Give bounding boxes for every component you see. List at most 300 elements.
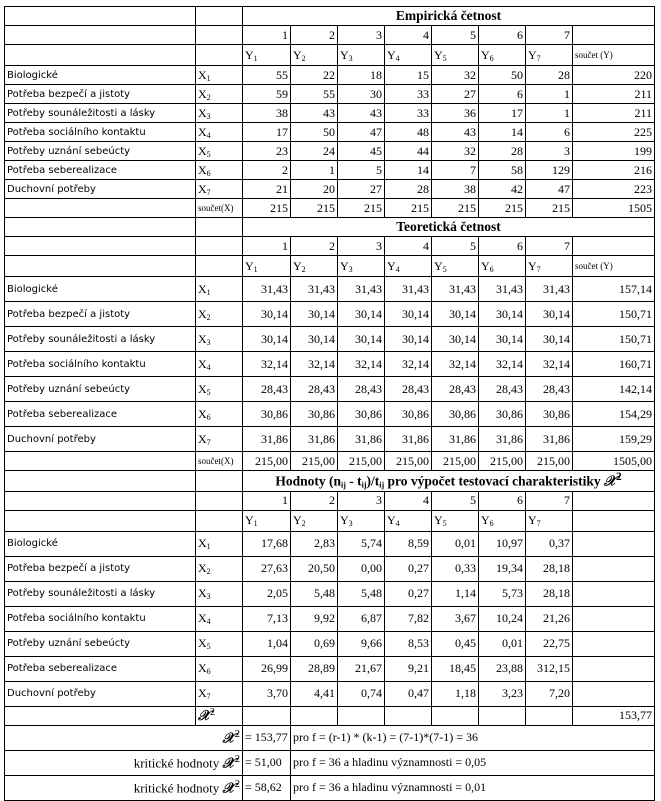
table-row xyxy=(5,352,655,377)
cell-value: 59 xyxy=(243,85,291,104)
cell-value: 30,14 xyxy=(479,302,526,327)
theoretical-title-row xyxy=(5,218,655,237)
x-label-letter: X xyxy=(198,281,207,296)
cell-value: 10,24 xyxy=(479,606,526,631)
cell-value: 31,43 xyxy=(526,277,573,302)
column-sum: 215,00 xyxy=(479,452,526,471)
theoretical-blank-b xyxy=(196,218,243,237)
x-label-letter: X xyxy=(198,586,207,600)
column-sum: 215 xyxy=(385,199,432,218)
x-label xyxy=(196,161,243,180)
y-label-index: 1 xyxy=(253,519,258,528)
column-number: 7 xyxy=(526,237,573,256)
cell-value: 31,86 xyxy=(385,427,432,452)
x-label xyxy=(196,277,243,302)
cell-value: 28,43 xyxy=(243,377,291,402)
empirical-blank-g xyxy=(196,45,243,66)
row-label: Duchovní potřeby xyxy=(5,681,196,706)
cell-value: 31,86 xyxy=(432,427,479,452)
y-label-letter: Y xyxy=(293,258,302,273)
cell-value: 23,88 xyxy=(479,656,526,681)
row-label: Potřeba sociálního kontaktu xyxy=(5,606,196,631)
chisq-blank-k xyxy=(479,706,526,725)
y-label xyxy=(385,510,432,531)
row-label: Potřeba seberealizace xyxy=(5,161,196,180)
column-number: 2 xyxy=(291,491,338,510)
cell-value: 48 xyxy=(385,123,432,142)
x-label-index: 6 xyxy=(206,412,211,422)
cell-value: 21,67 xyxy=(338,656,385,681)
cell-value: 42 xyxy=(479,180,526,199)
row-label: Biologické xyxy=(5,531,196,556)
cell-value: 30,86 xyxy=(432,402,479,427)
cell-value: 10,97 xyxy=(479,531,526,556)
empirical-title-row xyxy=(5,7,655,26)
row-label: Potřeby uznání sebeúcty xyxy=(5,377,196,402)
cell-value: 5,74 xyxy=(338,531,385,556)
cell-value: 27 xyxy=(432,85,479,104)
cell-value: 32,14 xyxy=(291,352,338,377)
table-row xyxy=(5,531,655,556)
row-sum: 154,29 xyxy=(573,402,655,427)
cell-value: 21,26 xyxy=(526,606,573,631)
x-label-letter: X xyxy=(198,611,207,625)
theoretical-blank-a xyxy=(5,218,196,237)
y-label-index: 7 xyxy=(536,53,541,63)
x-label-letter: X xyxy=(198,86,207,101)
row-label: Potřeba bezpečí a jistoty xyxy=(5,302,196,327)
cell-value: 28 xyxy=(526,66,573,85)
chi-symbol: 𝒳 xyxy=(222,756,235,772)
x-label-index: 4 xyxy=(206,362,211,372)
column-sum: 215,00 xyxy=(243,452,291,471)
x-label xyxy=(196,142,243,161)
cell-value: 5,73 xyxy=(479,581,526,606)
y-label-letter: Y xyxy=(434,47,443,62)
cell-value: 2,83 xyxy=(291,531,338,556)
cell-value: 32,14 xyxy=(385,352,432,377)
x-label-index: 2 xyxy=(206,312,211,322)
x-label-letter: X xyxy=(198,431,207,446)
cell-value: 58 xyxy=(479,161,526,180)
chisq-title-sub1: ij xyxy=(340,480,346,490)
cell-value: 30,86 xyxy=(243,402,291,427)
cell-value: 28,18 xyxy=(526,581,573,606)
cell-value: 18 xyxy=(338,66,385,85)
cell-value: 1,14 xyxy=(432,581,479,606)
cell-value: 38 xyxy=(432,180,479,199)
row-label: Potřeby sounáležitosti a lásky xyxy=(5,581,196,606)
y-label xyxy=(243,256,291,277)
cell-value: 5 xyxy=(338,161,385,180)
x-label xyxy=(196,66,243,85)
footer-row xyxy=(5,775,655,800)
cell-value: 30,14 xyxy=(385,327,432,352)
y-label-index: 4 xyxy=(395,264,400,274)
x-label xyxy=(196,123,243,142)
cell-value: 28,43 xyxy=(526,377,573,402)
cell-value: 0,01 xyxy=(432,531,479,556)
row-sum: 199 xyxy=(573,142,655,161)
cell-value: 8,53 xyxy=(385,631,432,656)
cell-value: 15 xyxy=(385,66,432,85)
cell-value: 33 xyxy=(385,85,432,104)
y-label-letter: Y xyxy=(340,47,349,62)
empirical-blank-i xyxy=(5,199,196,218)
column-sum: 215,00 xyxy=(432,452,479,471)
chi-sup: 2 xyxy=(234,777,240,790)
column-sum: 1505,00 xyxy=(573,452,655,471)
y-label-letter: Y xyxy=(528,513,537,527)
cell-value: 31,86 xyxy=(243,427,291,452)
row-label: Potřeba bezpečí a jistoty xyxy=(5,556,196,581)
chisq-blank-c xyxy=(5,491,196,510)
x-label-letter: X xyxy=(198,124,207,139)
table-row xyxy=(5,631,655,656)
cell-value: 18,45 xyxy=(432,656,479,681)
y-label-letter: Y xyxy=(340,258,349,273)
cell-value: 22,75 xyxy=(526,631,573,656)
footer-value: = 58,62 xyxy=(243,775,291,800)
theoretical-sum-row xyxy=(5,452,655,471)
x-label-letter: X xyxy=(198,356,207,371)
x-label-letter: X xyxy=(198,181,207,196)
cell-value: 28,43 xyxy=(479,377,526,402)
table-row xyxy=(5,180,655,199)
x-label-letter: X xyxy=(198,67,207,82)
cell-value: 31,43 xyxy=(338,277,385,302)
cell-value: 1,18 xyxy=(432,681,479,706)
cell-value: 28,18 xyxy=(526,556,573,581)
x-label xyxy=(196,302,243,327)
cell-value: 31,86 xyxy=(479,427,526,452)
cell-value: 31,86 xyxy=(338,427,385,452)
x-label-letter: X xyxy=(198,105,207,120)
chisq-blank-k xyxy=(291,706,338,725)
x-label-index: 7 xyxy=(206,437,211,447)
theoretical-blank-e xyxy=(573,237,655,256)
chisq-blank-a xyxy=(5,471,196,492)
x-label-letter: X xyxy=(198,661,207,675)
chisq-blank-k xyxy=(338,706,385,725)
row-label: Duchovní potřeby xyxy=(5,427,196,452)
cell-value: 0,27 xyxy=(385,556,432,581)
chisq-title-c: )/t xyxy=(366,473,380,489)
cell-value: 7,20 xyxy=(526,681,573,706)
column-number: 3 xyxy=(338,26,385,45)
y-label xyxy=(291,510,338,531)
chisq-title-a: Hodnoty (n xyxy=(275,473,341,489)
cell-value: 1 xyxy=(526,104,573,123)
y-label-index: 5 xyxy=(442,53,447,63)
x-label-index: 5 xyxy=(206,642,211,651)
column-sum: 215 xyxy=(479,199,526,218)
x-label-index: 4 xyxy=(206,130,211,140)
column-sum: 215 xyxy=(243,199,291,218)
x-label xyxy=(196,427,243,452)
chisq-blank-sum xyxy=(573,631,655,656)
cell-value: 30 xyxy=(338,85,385,104)
x-label-index: 3 xyxy=(206,592,211,601)
row-sum: 142,14 xyxy=(573,377,655,402)
x-label-index: 3 xyxy=(206,111,211,121)
x-label-letter: X xyxy=(198,143,207,158)
y-label-index: 2 xyxy=(301,53,306,63)
table-row xyxy=(5,302,655,327)
row-sum: 216 xyxy=(573,161,655,180)
row-sum: 220 xyxy=(573,66,655,85)
table-row xyxy=(5,681,655,706)
x-label-letter: X xyxy=(198,162,207,177)
y-label-index: 6 xyxy=(489,519,494,528)
y-label-letter: Y xyxy=(528,258,537,273)
x-label-index: 7 xyxy=(206,187,211,197)
footer-row xyxy=(5,725,655,750)
theoretical-blank-f xyxy=(5,256,196,277)
chisq-blank-e xyxy=(573,491,655,510)
table-row xyxy=(5,85,655,104)
y-label xyxy=(479,45,526,66)
cell-value: 27,63 xyxy=(243,556,291,581)
cell-value: 7,82 xyxy=(385,606,432,631)
row-label: Potřeba sociálního kontaktu xyxy=(5,352,196,377)
row-label: Potřeba seberealizace xyxy=(5,402,196,427)
chisq-blank-f xyxy=(5,510,196,531)
cell-value: 14 xyxy=(385,161,432,180)
cell-value: 30,86 xyxy=(291,402,338,427)
y-label-letter: Y xyxy=(293,513,302,527)
cell-value: 30,86 xyxy=(338,402,385,427)
chi-symbol: 𝒳 xyxy=(222,731,235,747)
chi-total-label xyxy=(196,706,243,725)
cell-value: 32,14 xyxy=(243,352,291,377)
cell-value: 31,43 xyxy=(385,277,432,302)
cell-value: 28 xyxy=(385,180,432,199)
column-sum: 215 xyxy=(338,199,385,218)
cell-value: 30,14 xyxy=(291,327,338,352)
x-label xyxy=(196,327,243,352)
cell-value: 8,59 xyxy=(385,531,432,556)
cell-value: 32,14 xyxy=(526,352,573,377)
x-label xyxy=(196,556,243,581)
cell-value: 33 xyxy=(385,104,432,123)
footer-value: = 51,00 xyxy=(243,750,291,775)
cell-value: 30,86 xyxy=(385,402,432,427)
cell-value: 31,43 xyxy=(291,277,338,302)
table-row xyxy=(5,581,655,606)
column-number: 6 xyxy=(479,26,526,45)
x-label-letter: X xyxy=(198,306,207,321)
table-row xyxy=(5,161,655,180)
cell-value: 30,14 xyxy=(338,302,385,327)
row-sum: 159,29 xyxy=(573,427,655,452)
empirical-colnum-row xyxy=(5,26,655,45)
column-sum: 215,00 xyxy=(526,452,573,471)
chisq-blank-g xyxy=(196,510,243,531)
cell-value: 9,66 xyxy=(338,631,385,656)
x-label-index: 6 xyxy=(206,168,211,178)
row-sum: 211 xyxy=(573,85,655,104)
cell-value: 28,43 xyxy=(338,377,385,402)
x-label-letter: X xyxy=(198,686,207,700)
chisq-title-row xyxy=(5,471,655,492)
cell-value: 7,13 xyxy=(243,606,291,631)
y-label-letter: Y xyxy=(481,513,490,527)
cell-value: 1 xyxy=(526,85,573,104)
chisq-blank-sum xyxy=(573,531,655,556)
chisq-blank-k xyxy=(243,706,291,725)
y-label-index: 3 xyxy=(348,519,353,528)
y-label-index: 7 xyxy=(536,264,541,274)
cell-value: 55 xyxy=(291,85,338,104)
cell-value: 30,86 xyxy=(526,402,573,427)
chisq-blank-j xyxy=(5,706,196,725)
cell-value: 6,87 xyxy=(338,606,385,631)
footer-label-text: kritické hodnoty xyxy=(133,755,220,771)
chisq-ylabel-row xyxy=(5,510,655,531)
x-label xyxy=(196,631,243,656)
footer-label-text: kritické hodnoty xyxy=(133,780,220,796)
cell-value: 44 xyxy=(385,142,432,161)
chisq-blank-h xyxy=(573,510,655,531)
y-label-letter: Y xyxy=(434,258,443,273)
x-label xyxy=(196,681,243,706)
x-label-index: 7 xyxy=(206,692,211,701)
y-label xyxy=(526,256,573,277)
empirical-sum-row xyxy=(5,199,655,218)
chi-total-value: 153,77 xyxy=(573,706,655,725)
cell-value: 1,04 xyxy=(243,631,291,656)
empirical-blank-c xyxy=(5,26,196,45)
y-label-index: 3 xyxy=(348,53,353,63)
row-label: Biologické xyxy=(5,277,196,302)
row-sum: 157,14 xyxy=(573,277,655,302)
cell-value: 30,14 xyxy=(338,327,385,352)
column-number: 4 xyxy=(385,26,432,45)
y-label-letter: Y xyxy=(481,258,490,273)
cell-value: 0,74 xyxy=(338,681,385,706)
cell-value: 20,50 xyxy=(291,556,338,581)
y-label xyxy=(243,510,291,531)
cell-value: 32 xyxy=(432,142,479,161)
cell-value: 22 xyxy=(291,66,338,85)
column-sum: 215,00 xyxy=(338,452,385,471)
empirical-ylabel-row xyxy=(5,45,655,66)
y-label-letter: Y xyxy=(528,47,537,62)
table-row xyxy=(5,402,655,427)
cell-value: 28,43 xyxy=(432,377,479,402)
cell-value: 3,70 xyxy=(243,681,291,706)
cell-value: 45 xyxy=(338,142,385,161)
column-number: 2 xyxy=(291,26,338,45)
x-label-letter: X xyxy=(198,561,207,575)
x-label xyxy=(196,402,243,427)
x-label-index: 1 xyxy=(206,287,211,297)
x-label xyxy=(196,180,243,199)
chi-sup: 2 xyxy=(616,471,622,483)
cell-value: 31,43 xyxy=(432,277,479,302)
column-number: 5 xyxy=(432,237,479,256)
cell-value: 7 xyxy=(432,161,479,180)
footer-value: = 153,77 xyxy=(243,725,291,750)
row-label: Potřeba sociálního kontaktu xyxy=(5,123,196,142)
cell-value: 20 xyxy=(291,180,338,199)
column-number: 4 xyxy=(385,237,432,256)
x-label-index: 2 xyxy=(206,567,211,576)
y-label-letter: Y xyxy=(387,258,396,273)
cell-value: 28,89 xyxy=(291,656,338,681)
row-sum: 211 xyxy=(573,104,655,123)
empirical-blank-e xyxy=(573,26,655,45)
cell-value: 6 xyxy=(526,123,573,142)
empirical-title: Empirická četnost xyxy=(243,7,655,26)
table-row xyxy=(5,123,655,142)
cell-value: 0,69 xyxy=(291,631,338,656)
chisq-blank-sum xyxy=(573,556,655,581)
y-label-letter: Y xyxy=(245,258,254,273)
chi-sup: 2 xyxy=(234,752,240,765)
cell-value: 14 xyxy=(479,123,526,142)
x-label-index: 3 xyxy=(206,337,211,347)
cell-value: 30,14 xyxy=(479,327,526,352)
table-row xyxy=(5,277,655,302)
column-number: 2 xyxy=(291,237,338,256)
row-sum: 160,71 xyxy=(573,352,655,377)
cell-value: 30,14 xyxy=(385,302,432,327)
footer-label xyxy=(5,725,243,750)
cell-value: 30,14 xyxy=(432,302,479,327)
table-row xyxy=(5,377,655,402)
cell-value: 17,68 xyxy=(243,531,291,556)
cell-value: 30,86 xyxy=(479,402,526,427)
cell-value: 4,41 xyxy=(291,681,338,706)
footer-label xyxy=(5,775,243,800)
y-label xyxy=(385,256,432,277)
x-label-index: 5 xyxy=(206,387,211,397)
theoretical-ylabel-row xyxy=(5,256,655,277)
cell-value: 32 xyxy=(432,66,479,85)
column-number: 3 xyxy=(338,491,385,510)
theoretical-blank-i xyxy=(5,452,196,471)
table-row xyxy=(5,556,655,581)
row-label: Biologické xyxy=(5,66,196,85)
y-label xyxy=(432,256,479,277)
x-label-letter: X xyxy=(198,331,207,346)
sum-x-label: součet(X) xyxy=(196,199,243,218)
column-number: 5 xyxy=(432,491,479,510)
cell-value: 30,14 xyxy=(243,302,291,327)
y-label xyxy=(526,45,573,66)
column-number: 7 xyxy=(526,26,573,45)
column-number: 3 xyxy=(338,237,385,256)
row-label: Potřeby uznání sebeúcty xyxy=(5,631,196,656)
cell-value: 30,14 xyxy=(243,327,291,352)
x-label xyxy=(196,606,243,631)
column-number: 1 xyxy=(243,237,291,256)
cell-value: 32,14 xyxy=(338,352,385,377)
row-label: Potřeby sounáležitosti a lásky xyxy=(5,327,196,352)
table-row xyxy=(5,606,655,631)
row-label: Potřeba bezpečí a jistoty xyxy=(5,85,196,104)
cell-value: 21 xyxy=(243,180,291,199)
column-number: 4 xyxy=(385,491,432,510)
y-label xyxy=(291,45,338,66)
chisq-blank-b xyxy=(196,471,243,492)
y-label-index: 2 xyxy=(301,264,306,274)
x-label-index: 1 xyxy=(206,73,211,83)
cell-value: 31,86 xyxy=(526,427,573,452)
column-sum: 215 xyxy=(432,199,479,218)
